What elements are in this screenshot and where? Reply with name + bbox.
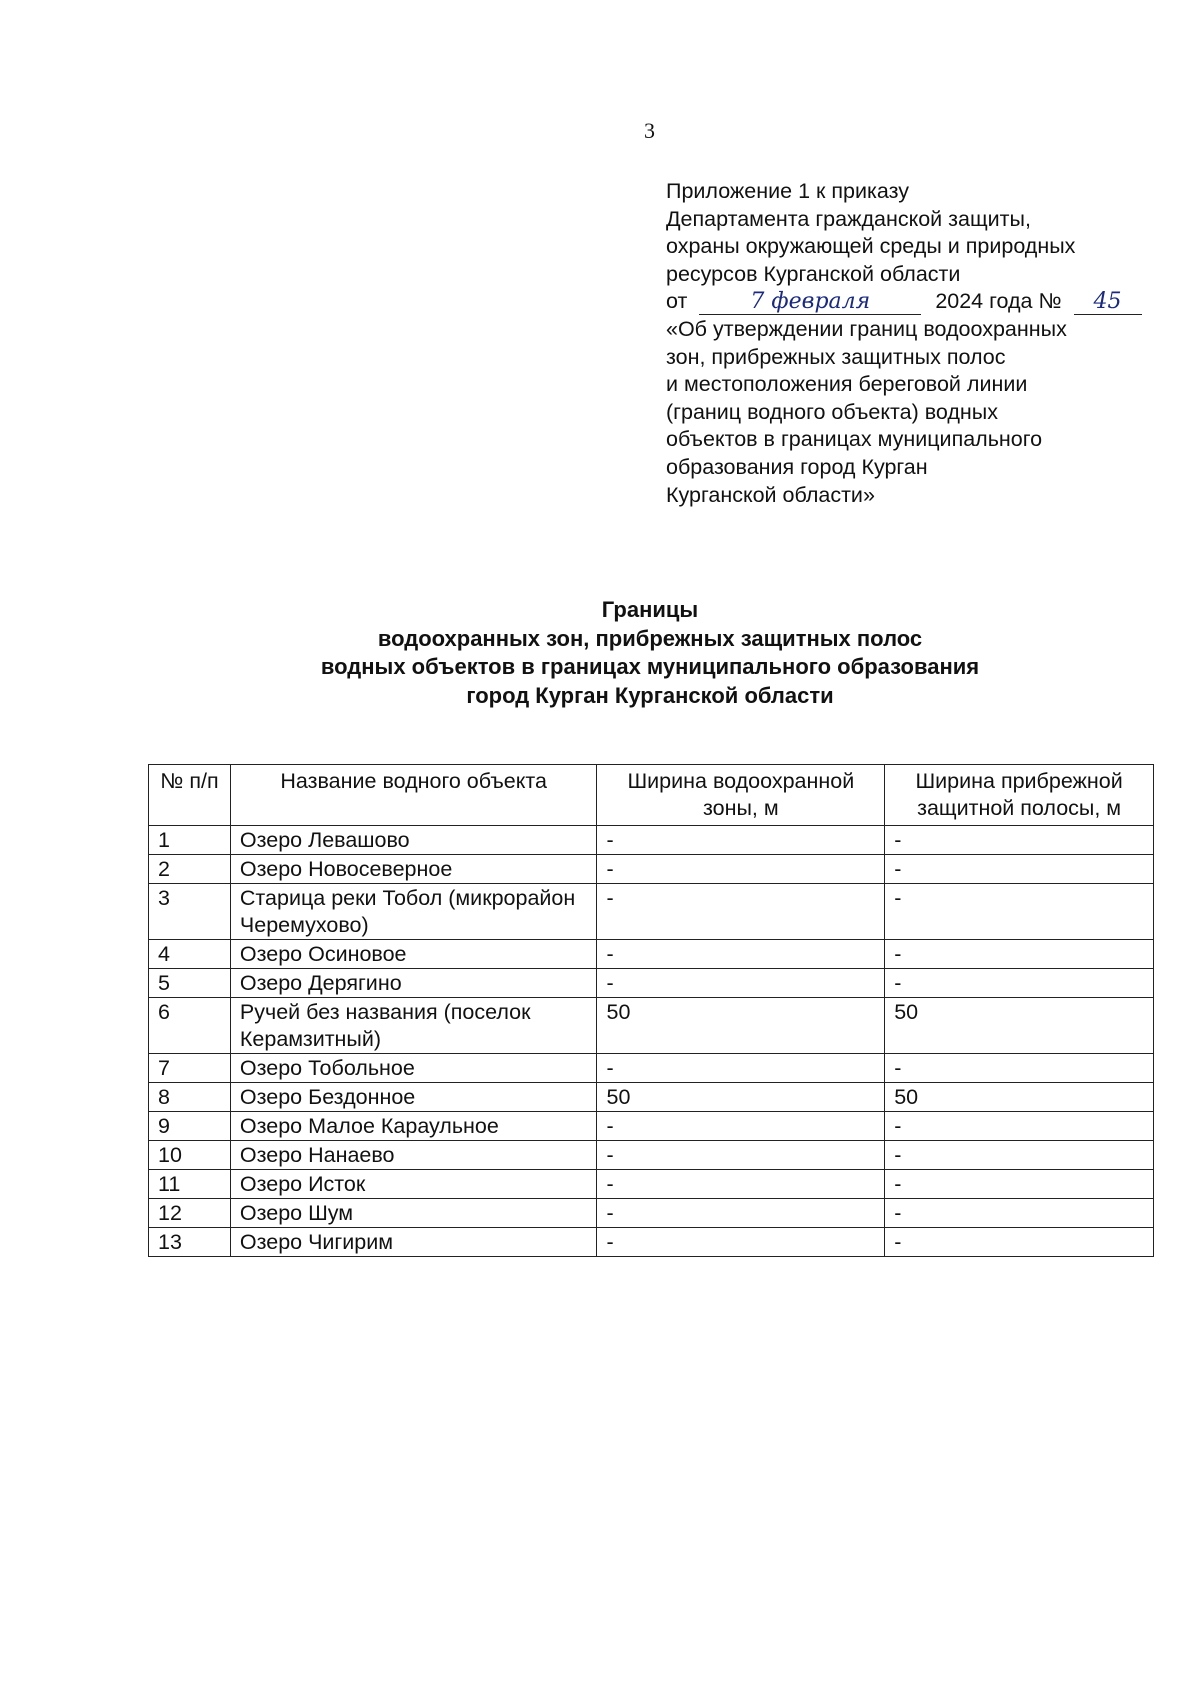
table-row: [149, 1228, 1154, 1257]
zone-width: -: [597, 826, 885, 855]
object-name: Озеро Нанаево: [230, 1141, 597, 1170]
year-text: 2024 года №: [935, 289, 1062, 314]
water-objects-table: [148, 764, 1154, 1257]
subject-line: образования город Курган: [666, 454, 928, 479]
strip-width: -: [885, 855, 1154, 884]
object-name: Озеро Тобольное: [230, 1054, 597, 1083]
appendix-line: охраны окружающей среды и природных: [666, 234, 1076, 259]
title-line: водных объектов в границах муниципального образования: [320, 654, 980, 680]
table-row: [149, 1141, 1154, 1170]
row-number: 10: [149, 1141, 231, 1170]
object-name: Озеро Осиновое: [230, 940, 597, 969]
zone-width: 50: [597, 1083, 885, 1112]
strip-width: -: [885, 1141, 1154, 1170]
header-number: № п/п: [149, 765, 231, 826]
zone-width: -: [597, 1141, 885, 1170]
table-row: [149, 1083, 1154, 1112]
subject-line: (границ водного объекта) водных: [666, 399, 999, 424]
row-number: 3: [149, 884, 231, 940]
object-name: Ручей без названия (поселок Керамзитный): [230, 998, 597, 1054]
object-name: Озеро Бездонное: [230, 1083, 597, 1112]
title-line: Границы: [601, 597, 699, 622]
table-row: [149, 1112, 1154, 1141]
subject-line: Курганской области»: [666, 482, 875, 507]
appendix-block: [666, 178, 1166, 509]
table-row: [149, 826, 1154, 855]
object-name: Озеро Исток: [230, 1170, 597, 1199]
zone-width: -: [597, 1228, 885, 1257]
appendix-line: ресурсов Курганской области: [666, 261, 961, 286]
zone-width: -: [597, 884, 885, 940]
appendix-line: Департамента гражданской защиты,: [666, 206, 1031, 231]
object-name: Озеро Шум: [230, 1199, 597, 1228]
object-name: Озеро Новосеверное: [230, 855, 597, 884]
strip-width: 50: [885, 998, 1154, 1054]
table-header-row: [149, 765, 1154, 826]
row-number: 13: [149, 1228, 231, 1257]
object-name: Озеро Дерягино: [230, 969, 597, 998]
document-title: [230, 596, 1070, 710]
zone-width: -: [597, 1112, 885, 1141]
header-name: Название водного объекта: [230, 765, 597, 826]
table-row: [149, 940, 1154, 969]
strip-width: -: [885, 884, 1154, 940]
subject-line: «Об утверждении границ водоохранных: [666, 316, 1067, 341]
object-name: Старица реки Тобол (микрорайон Черемухово): [230, 884, 597, 940]
row-number: 9: [149, 1112, 231, 1141]
object-name: Озеро Малое Караульное: [230, 1112, 597, 1141]
table-row: [149, 1054, 1154, 1083]
object-name: Озеро Левашово: [230, 826, 597, 855]
handwritten-date: 7 февраля: [699, 290, 921, 315]
order-date-line: [666, 288, 1166, 316]
row-number: 4: [149, 940, 231, 969]
strip-width: -: [885, 826, 1154, 855]
strip-width: 50: [885, 1083, 1154, 1112]
date-prefix: от: [666, 289, 688, 314]
header-strip-width: Ширина прибрежной защитной полосы, м: [885, 765, 1154, 826]
row-number: 5: [149, 969, 231, 998]
zone-width: -: [597, 1170, 885, 1199]
strip-width: -: [885, 1054, 1154, 1083]
strip-width: -: [885, 1112, 1154, 1141]
zone-width: -: [597, 969, 885, 998]
page-number: 3: [644, 118, 655, 143]
strip-width: -: [885, 969, 1154, 998]
zone-width: -: [597, 1054, 885, 1083]
table-row: [149, 884, 1154, 940]
strip-width: -: [885, 1170, 1154, 1199]
appendix-line: Приложение 1 к приказу: [666, 179, 909, 203]
strip-width: -: [885, 940, 1154, 969]
row-number: 2: [149, 855, 231, 884]
zone-width: -: [597, 1199, 885, 1228]
row-number: 11: [149, 1170, 231, 1199]
title-line: город Курган Курганской области: [466, 682, 834, 708]
row-number: 7: [149, 1054, 231, 1083]
subject-line: зон, прибрежных защитных полос: [666, 344, 1006, 369]
table-row: [149, 969, 1154, 998]
table-row: [149, 855, 1154, 884]
zone-width: -: [597, 940, 885, 969]
zone-width: 50: [597, 998, 885, 1054]
subject-line: объектов в границах муниципального: [666, 427, 1043, 452]
title-line: водоохранных зон, прибрежных защитных полос: [377, 625, 923, 651]
table-row: [149, 998, 1154, 1054]
row-number: 1: [149, 826, 231, 855]
row-number: 12: [149, 1199, 231, 1228]
strip-width: -: [885, 1199, 1154, 1228]
header-zone-width: Ширина водоохранной зоны, м: [597, 765, 885, 826]
subject-line: и местоположения береговой линии: [666, 372, 1028, 397]
handwritten-order-number: 45: [1074, 290, 1142, 315]
table-row: [149, 1170, 1154, 1199]
row-number: 6: [149, 998, 231, 1054]
table-row: [149, 1199, 1154, 1228]
object-name: Озеро Чигирим: [230, 1228, 597, 1257]
row-number: 8: [149, 1083, 231, 1112]
zone-width: -: [597, 855, 885, 884]
strip-width: -: [885, 1228, 1154, 1257]
